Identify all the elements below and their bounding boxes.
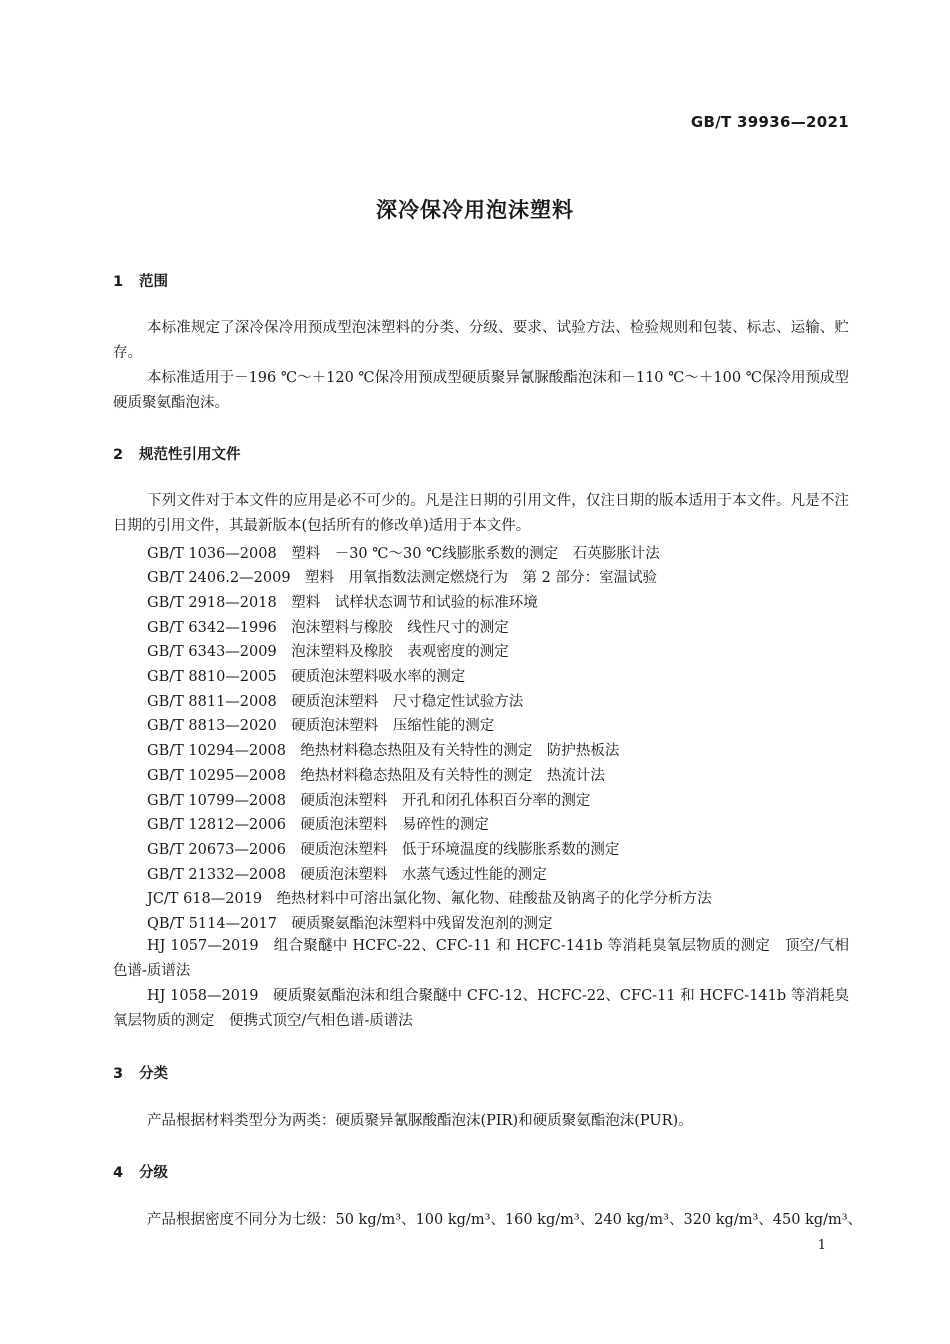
reference-item: GB/T 20673—2006 硬质泡沫塑料 低于环境温度的线膨胀系数的测定 <box>147 842 620 858</box>
standard-code: GB/T 39936—2021 <box>690 113 849 131</box>
reference-item: GB/T 2918—2018 塑料 试样状态调节和试验的标准环境 <box>147 595 538 611</box>
reference-item-hj1058: HJ 1058—2019 硬质聚氨酯泡沫和组合聚醚中 CFC-12、HCFC-22、CFC-11 和 HCFC-141b 等消耗臭氧层物质的测定 便携式顶空/气相色谱-质谱法 <box>113 988 849 1029</box>
section-1-paragraph-1: 本标准规定了深冷保冷用预成型泡沫塑料的分类、分级、要求、试验方法、检验规则和包装、标志、运输、贮存。 <box>113 320 849 361</box>
reference-item: QB/T 5114—2017 硬质聚氨酯泡沫塑料中残留发泡剂的测定 <box>147 916 553 932</box>
section-title: 分级 <box>139 1165 168 1181</box>
reference-item: GB/T 8811—2008 硬质泡沫塑料 尺寸稳定性试验方法 <box>147 694 524 710</box>
section-number: 2 <box>113 447 124 463</box>
section-3-paragraph: 产品根据材料类型分为两类：硬质聚异氰脲酸酯泡沫(PIR)和硬质聚氨酯泡沫(PUR)。 <box>147 1113 693 1129</box>
section-number: 3 <box>113 1066 124 1082</box>
reference-item: GB/T 1036—2008 塑料 －30 ℃～30 ℃线膨胀系数的测定 石英膨胀计法 <box>147 546 660 562</box>
section-2-intro: 下列文件对于本文件的应用是必不可少的。凡是注日期的引用文件，仅注日期的版本适用于本文件。凡是不注日期的引用文件，其最新版本(包括所有的修改单)适用于本文件。 <box>113 493 849 534</box>
page-number: 1 <box>817 1238 826 1253</box>
reference-item: GB/T 21332—2008 硬质泡沫塑料 水蒸气透过性能的测定 <box>147 867 547 883</box>
section-title: 范围 <box>139 274 168 290</box>
reference-item: GB/T 6342—1996 泡沫塑料与橡胶 线性尺寸的测定 <box>147 620 509 636</box>
section-1-heading <box>113 270 168 291</box>
section-title: 分类 <box>139 1066 168 1082</box>
reference-item: GB/T 8813—2020 硬质泡沫塑料 压缩性能的测定 <box>147 718 495 734</box>
reference-item: GB/T 10799—2008 硬质泡沫塑料 开孔和闭孔体积百分率的测定 <box>147 793 591 809</box>
reference-item: JC/T 618—2019 绝热材料中可溶出氯化物、氟化物、硅酸盐及钠离子的化学分析方法 <box>147 891 712 907</box>
section-3-heading <box>113 1062 168 1083</box>
reference-item: GB/T 6343—2009 泡沫塑料及橡胶 表观密度的测定 <box>147 644 509 660</box>
section-number: 1 <box>113 274 124 290</box>
section-number: 4 <box>113 1165 124 1181</box>
section-2-heading <box>113 443 241 464</box>
section-1-paragraph-2: 本标准适用于－196 ℃～＋120 ℃保冷用预成型硬质聚异氰脲酸酯泡沫和－110 ℃～＋100 ℃保冷用预成型硬质聚氨酯泡沫。 <box>113 370 849 411</box>
reference-item: GB/T 2406.2—2009 塑料 用氧指数法测定燃烧行为 第 2 部分：室温试验 <box>147 570 657 586</box>
document-title: 深冷保冷用泡沫塑料 <box>376 198 574 222</box>
reference-item: GB/T 12812—2006 硬质泡沫塑料 易碎性的测定 <box>147 817 489 833</box>
reference-item: GB/T 10295—2008 绝热材料稳态热阻及有关特性的测定 热流计法 <box>147 768 605 784</box>
section-title: 规范性引用文件 <box>139 447 241 463</box>
reference-item: GB/T 8810—2005 硬质泡沫塑料吸水率的测定 <box>147 669 466 685</box>
reference-item: GB/T 10294—2008 绝热材料稳态热阻及有关特性的测定 防护热板法 <box>147 743 620 759</box>
reference-item-hj1057: HJ 1057—2019 组合聚醚中 HCFC-22、CFC-11 和 HCFC-141b 等消耗臭氧层物质的测定 顶空/气相色谱-质谱法 <box>113 938 849 979</box>
section-4-heading <box>113 1161 168 1182</box>
section-4-paragraph: 产品根据密度不同分为七级：50 kg/m³、100 kg/m³、160 kg/m³、240 kg/m³、320 kg/m³、450 kg/m³、 <box>147 1212 863 1228</box>
